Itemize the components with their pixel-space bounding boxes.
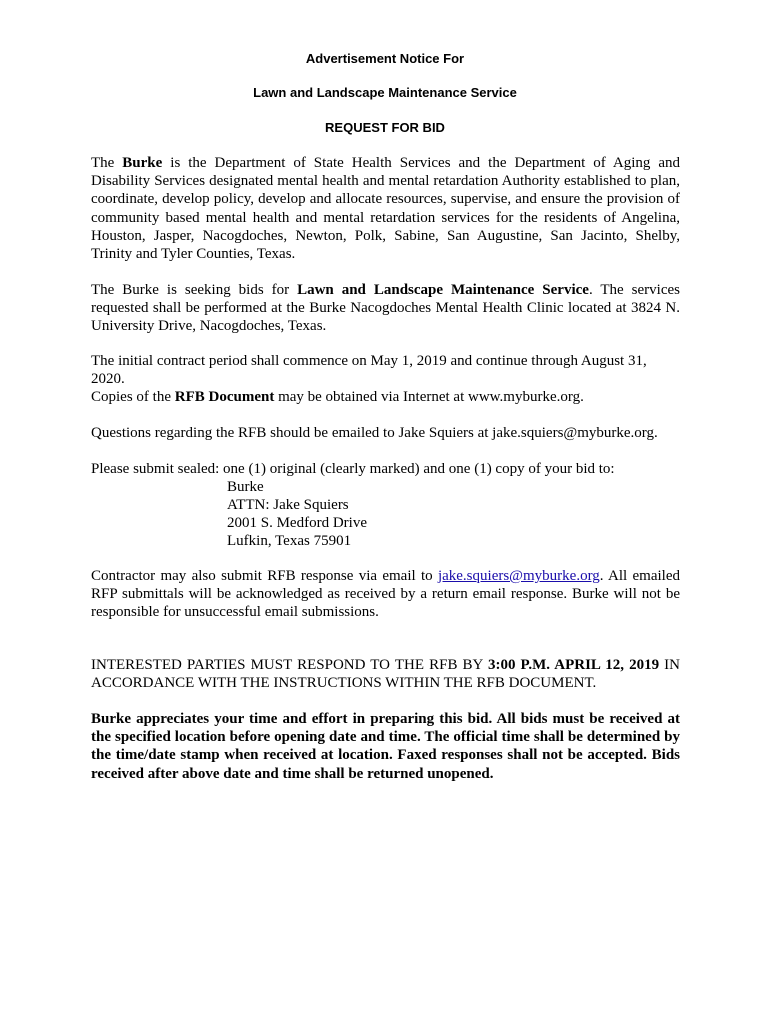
questions-paragraph: Questions regarding the RFB should be emailed to Jake Squiers at jake.squiers@myburke.org.: [91, 425, 658, 441]
contract-period-paragraph: The initial contract period shall commence on May 1, 2019 and continue through August 31, 2020.: [91, 353, 647, 388]
email-submission-paragraph: [91, 567, 680, 622]
notice-heading: Advertisement Notice For: [305, 51, 465, 66]
para1-bold: Burke: [122, 155, 163, 171]
para7-post: . All emailed RFP submittals will be acknowledged as received by a return email response. Burke will not be responsible for unsuccessful email submissions.: [91, 568, 680, 621]
para4-bold: RFB Document: [174, 389, 275, 405]
para4-pre: Copies of the: [91, 389, 175, 405]
rfb-copies-paragraph: [91, 388, 680, 406]
service-heading: Lawn and Landscape Maintenance Service: [253, 85, 517, 100]
submission-instructions-paragraph: Please submit sealed: one (1) original (clearly marked) and one (1) copy of your bid to:: [91, 461, 615, 477]
para2-pre: The Burke is seeking bids for: [91, 282, 298, 298]
request-for-bid-heading: REQUEST FOR BID: [325, 120, 445, 135]
closing-notice-paragraph: Burke appreciates your time and effort in preparing this bid. All bids must be received at the specified location before opening date and time. The official time shall be determined by the time/date stamp when received at location. Faxed responses shall not be accepted. Bids received after above date and time shall be returned unopened.: [91, 711, 680, 782]
deadline-paragraph: [91, 656, 680, 692]
para1-pre: The: [91, 155, 123, 171]
address-line-name: Burke: [227, 479, 264, 495]
bid-scope-paragraph: [91, 281, 680, 336]
organization-description-paragraph: [91, 154, 680, 263]
email-link[interactable]: jake.squiers@myburke.org: [437, 568, 600, 584]
para2-post: . The services requested shall be performed at the Burke Nacogdoches Mental Health Clinic located at 3824 N. University Drive, Nacogdoches, Texas.: [91, 282, 680, 335]
para7-pre: Contractor may also submit RFB response via email to: [91, 568, 438, 584]
para2-bold: Lawn and Landscape Maintenance Service: [297, 282, 589, 298]
para8-post: IN ACCORDANCE WITH THE INSTRUCTIONS WITHIN THE RFB DOCUMENT.: [91, 657, 681, 692]
para8-pre: INTERESTED PARTIES MUST RESPOND TO THE RFB BY: [91, 657, 488, 673]
address-line-street: 2001 S. Medford Drive: [227, 515, 367, 531]
para4-post: may be obtained via Internet at www.myburke.org.: [274, 389, 584, 405]
address-line-attn: ATTN: Jake Squiers: [227, 497, 349, 513]
address-line-city: Lufkin, Texas 75901: [227, 533, 352, 549]
para1-post: is the Department of State Health Services and the Department of Aging and Disability Services designated mental health and mental retardation Authority established to plan, coordinate, develop policy, develop and allocate resources, supervise, and ensure the provision of community based mental health and mental retardation services for the residents of Angelina, Houston, Jasper, Nacogdoches, Newton, Polk, Sabine, San Augustine, San Jacinto, Shelby, Trinity and Tyler Counties, Texas.: [91, 155, 680, 263]
deadline-date: 3:00 P.M. APRIL 12, 2019: [487, 657, 660, 673]
